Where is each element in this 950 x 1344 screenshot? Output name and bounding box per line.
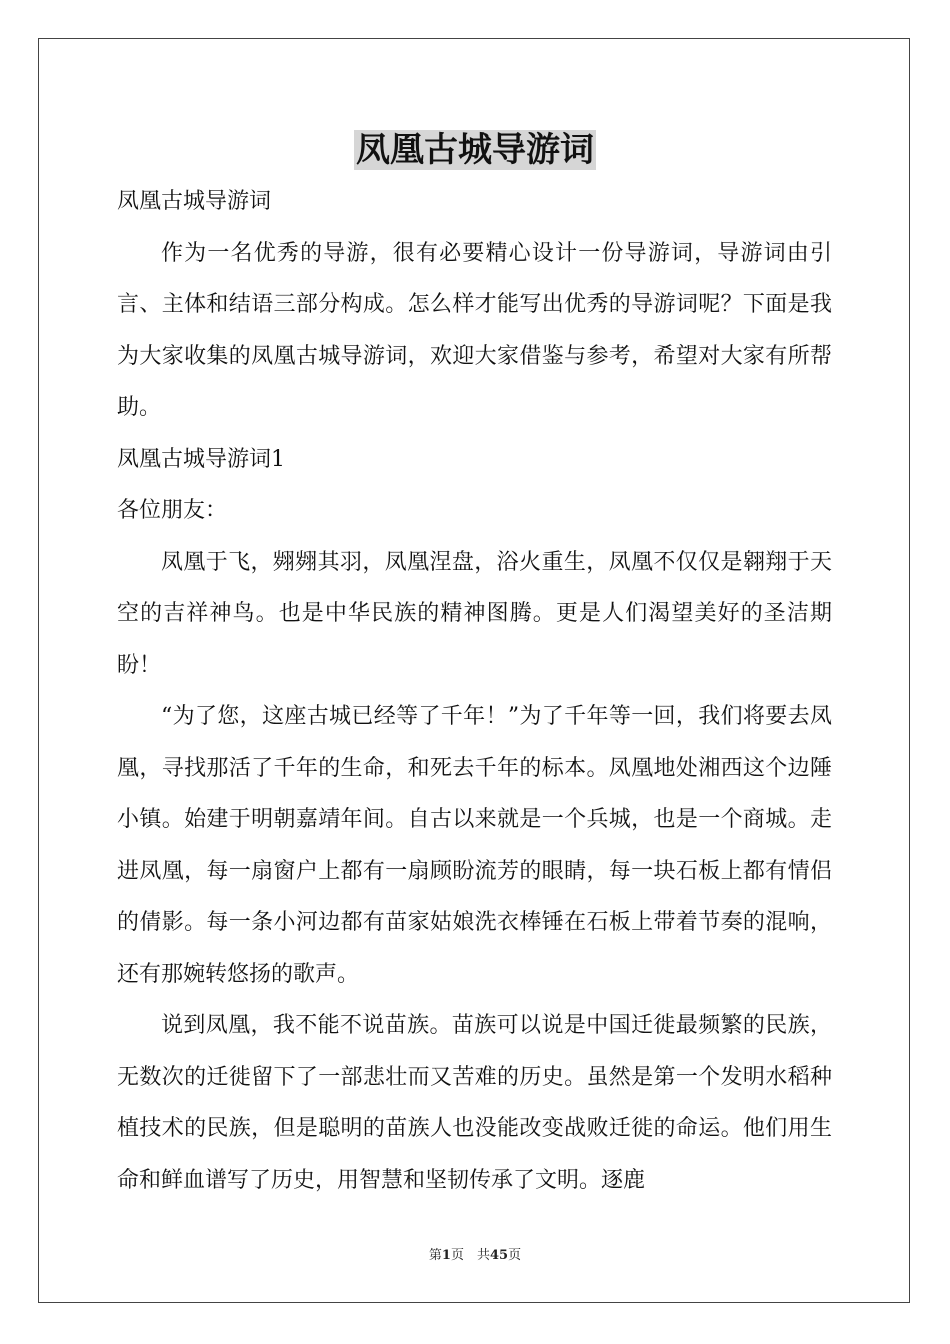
subtitle-line: 凤凰古城导游词 xyxy=(117,189,272,214)
footer-prefix: 第 xyxy=(428,1248,442,1263)
body-paragraph-phoenix: 凤凰于飞，翙翙其羽，凤凰涅盘，浴火重生，凤凰不仅仅是翱翔于天空的吉祥神鸟。也是中华民族的精神图腾。更是人们渴望美好的圣洁期盼！ xyxy=(117,549,832,678)
footer-current-page: 1 xyxy=(441,1248,451,1263)
footer-suffix: 页 xyxy=(508,1248,522,1263)
body-paragraph-ancient-city: “为了您，这座古城已经等了千年！”为了千年等一回，我们将要去凤凰，寻找那活了千年的生命，和死去千年的标本。凤凰地处湘西这个边陲小镇。始建于明朝嘉靖年间。自古以来就是一个兵城，也是一个商城。走进凤凰，每一扇窗户上都有一扇顾盼流芳的眼睛，每一块石板上都有情侣的倩影。每一条小河边都有苗家姑娘洗衣棒锤在石板上带着节奏的混响，还有那婉转悠扬的歌声。 xyxy=(117,704,832,987)
document-body xyxy=(117,176,832,1206)
greeting-line: 各位朋友： xyxy=(117,498,228,523)
document-title-text: 凤凰古城导游词 xyxy=(356,130,594,170)
section-heading: 凤凰古城导游词1 xyxy=(117,446,285,472)
intro-paragraph: 作为一名优秀的导游，很有必要精心设计一份导游词，导游词由引言、主体和结语三部分构成。怎么样才能写出优秀的导游词呢？下面是我为大家收集的凤凰古城导游词，欢迎大家借鉴与参考，希望对大家有所帮助。 xyxy=(117,240,832,420)
footer-mid: 页 共 xyxy=(450,1248,490,1263)
body-paragraph-miao: 说到凤凰，我不能不说苗族。苗族可以说是中国迁徙最频繁的民族，无数次的迁徙留下了一部悲壮而又苦难的历史。虽然是第一个发明水稻种植技术的民族，但是聪明的苗族人也没能改变战败迁徙的命运。他们用生命和鲜血谱写了历史，用智慧和坚韧传承了文明。逐鹿 xyxy=(117,1013,832,1193)
page-footer xyxy=(0,1247,950,1265)
document-title xyxy=(0,128,950,172)
footer-total-pages: 45 xyxy=(489,1248,509,1263)
